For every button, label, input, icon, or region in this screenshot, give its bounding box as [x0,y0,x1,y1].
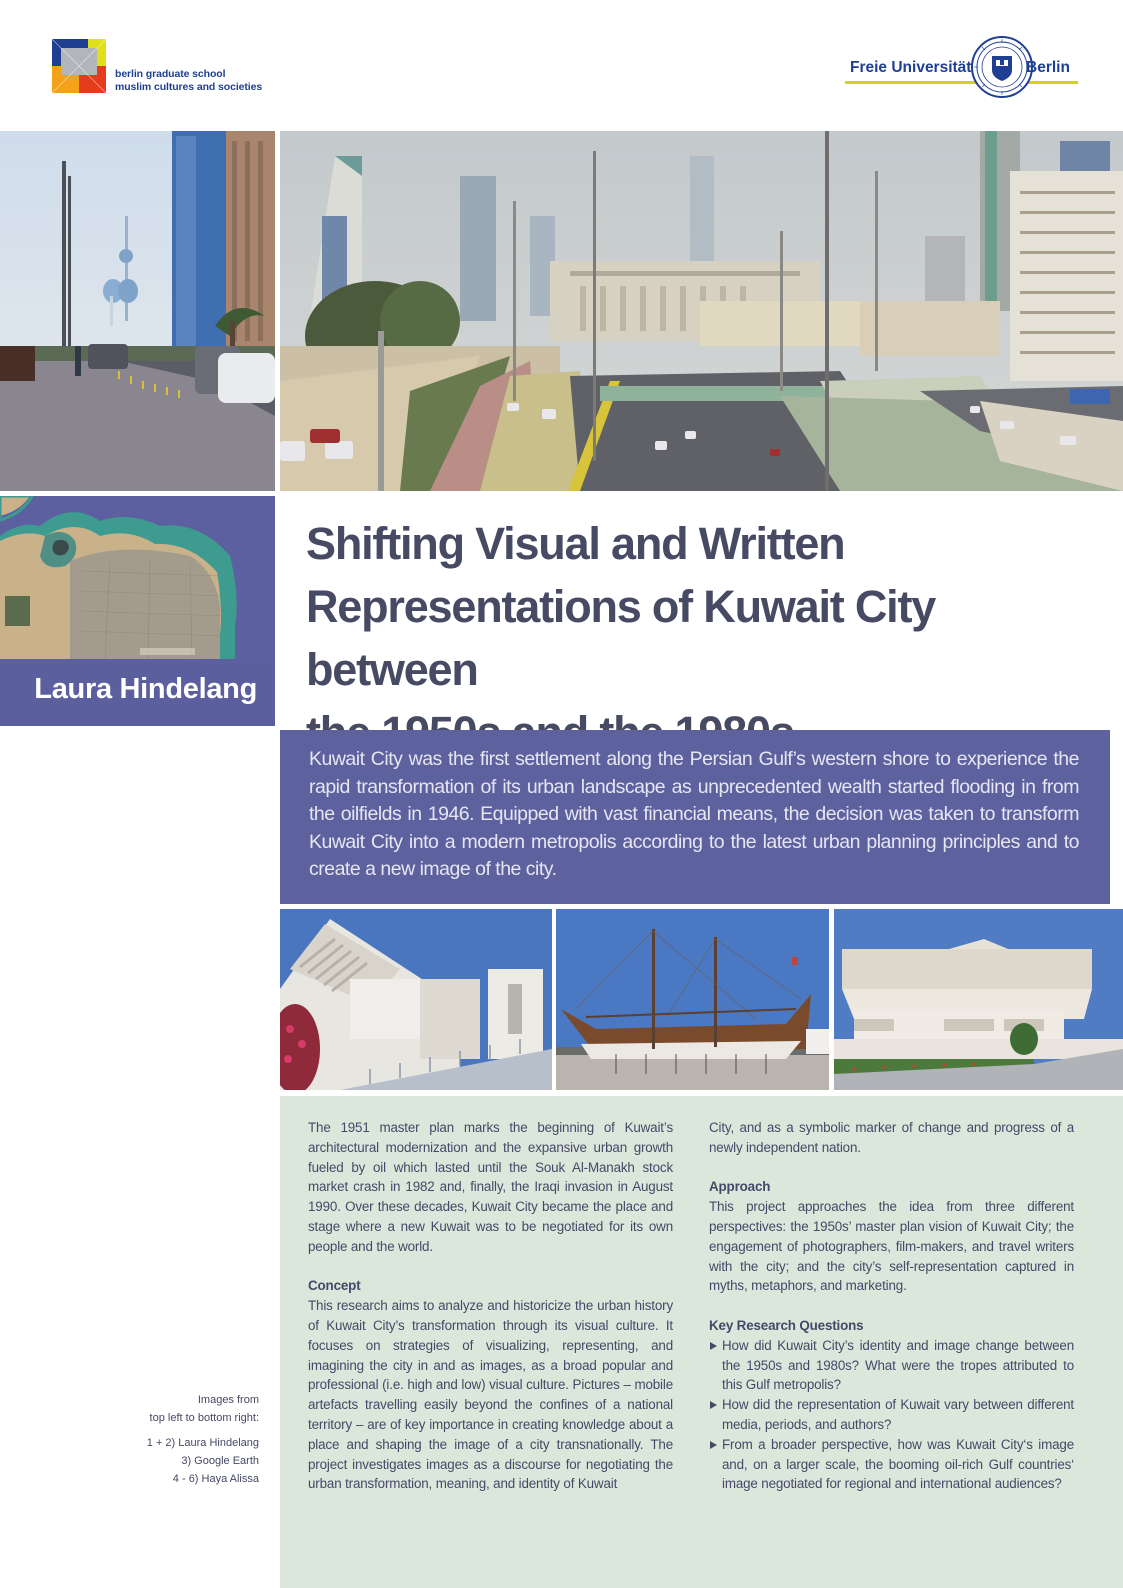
author-banner [0,659,275,726]
credit-item: 4 - 6) Haya Alissa [172,1473,259,1485]
body-panel [280,1096,1123,1588]
body-column-left [308,1118,673,1514]
author-name: Laura Hindelang [34,673,257,705]
poster-title [306,512,1106,764]
fu-name-right: Berlin [1026,59,1070,76]
body-paragraph-intro: The 1951 master plan marks the beginning of Kuwait’s architectural modernization and the expansive urban growth fueled by oil which lasted until the Souk Al-Manakh stock market crash in 1982 and, finally, the Iraqi invasion in August 1990. Over these decades, Kuwait City became the place and stage where a new Kuwait was to be negotiated for its own people and the world. [308,1120,673,1254]
questions-heading: Key Research Questions [709,1317,864,1333]
photo-street-kuwait-towers [0,131,275,491]
question-text: How did the representation of Kuwait vary between different media, periods, and authors? [722,1397,1074,1432]
photo-dhow-ship [556,909,829,1090]
fu-name-left: Freie Universität [850,59,972,76]
credits-line-2: top left to bottom right: [149,1412,259,1424]
photo-villa [834,909,1123,1090]
questions-list [709,1336,1074,1494]
question-text: From a broader perspective, how was Kuwait City‘s image and, on a larger scale, the booming oil-rich Gulf countries‘ image negotiated for regional and international audiences? [722,1436,1074,1492]
bgs-name-line1: berlin graduate school [115,68,226,80]
bgs-logo [40,36,280,98]
body-column-right [709,1118,1074,1494]
concept-text-continued: City, and as a symbolic marker of change and progress of a newly independent nation. [709,1120,1074,1155]
fu-underline [845,81,1078,84]
photo-satellite-map [0,496,275,659]
university-seal-icon [971,36,1033,98]
concept-heading: Concept [308,1278,361,1294]
title-line-1: Shifting Visual and Written [306,518,845,569]
image-credits [100,1391,259,1488]
triangle-bullet-icon [710,1441,717,1449]
photo-modernist-building [280,909,552,1090]
triangle-bullet-icon [710,1342,717,1350]
photo-skyline-highway [280,131,1123,491]
intro-panel [280,730,1110,904]
credit-item: 3) Google Earth [181,1455,259,1467]
credit-item: 1 + 2) Laura Hindelang [146,1437,259,1449]
question-item [709,1435,1074,1494]
bgs-name [115,68,262,94]
approach-text: This project approaches the idea from three different perspectives: the 1950s’ master plan vision of Kuwait City; the engagement of photographers, film-makers, and travel writers with the city; and the city’s self-representation captured in myths, metaphors, and marketing. [709,1199,1074,1294]
question-item [709,1395,1074,1435]
bgs-name-line2: muslim cultures and societies [115,81,263,93]
question-text: How did Kuwait City’s identity and image change between the 1950s and 1980s? What were the tropes attributed to this Gulf metropolis? [722,1337,1074,1393]
fu-berlin-logo [845,36,1080,102]
approach-heading: Approach [709,1179,771,1195]
title-line-2: Representations of Kuwait City between [306,581,936,695]
credits-line-1: Images from [197,1394,259,1406]
intro-text: Kuwait City was the first settlement along the Persian Gulf’s western shore to experience the rapid transformation of its urban landscape as unprecedented wealth started flooding in from the oilfields in 1946. Equipped with vast financial means, the decision was taken to transform Kuwait City into a modern metropolis according to the latest urban planning principles and to create a new image of the city. [309,748,1079,881]
triangle-bullet-icon [710,1401,717,1409]
concept-text: This research aims to analyze and historicize the urban history of Kuwait City’s transformation through its visual culture. It focuses on strategies of visualizing, representing, and imagining the city in and as images, as a broad popular and professional (i.e. high and low) visual culture. Pictures – mobile artefacts travelling easily beyond the confines of a national territory – are of key importance in creating knowledge about a place and shaping the image of a city transnationally. The project investigates images as a discourse for negotiating the urban transformation, meaning, and identity of Kuwait [308,1298,673,1492]
question-item [709,1336,1074,1395]
bgs-mosaic-icon [52,39,106,93]
